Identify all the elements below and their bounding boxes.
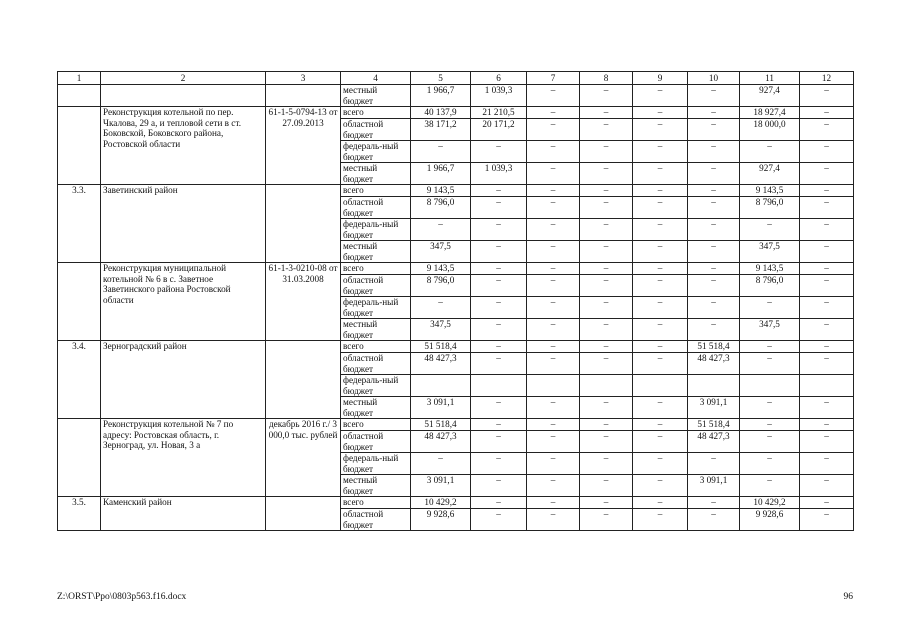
- value-cell: –: [471, 497, 527, 509]
- value-cell: 9 143,5: [740, 185, 800, 197]
- value-cell: –: [688, 275, 740, 297]
- value-cell: –: [633, 397, 688, 419]
- value-cell: 347,5: [411, 241, 471, 263]
- value-cell: –: [740, 397, 800, 419]
- value-cell: –: [580, 185, 633, 197]
- value-cell: –: [471, 141, 527, 163]
- value-cell: –: [580, 497, 633, 509]
- value-cell: 8 796,0: [740, 197, 800, 219]
- value-cell: –: [527, 163, 580, 185]
- value-cell: 18 927,4: [740, 107, 800, 119]
- funding-source-cell: местный бюджет: [341, 397, 411, 419]
- value-cell: –: [471, 197, 527, 219]
- value-cell: –: [633, 263, 688, 275]
- item-number-cell: 3.4.: [58, 341, 101, 419]
- value-cell: –: [411, 219, 471, 241]
- value-cell: [633, 375, 688, 397]
- value-cell: –: [633, 141, 688, 163]
- value-cell: 9 928,6: [740, 509, 800, 531]
- value-cell: 347,5: [411, 319, 471, 341]
- value-cell: –: [580, 475, 633, 497]
- value-cell: –: [633, 85, 688, 107]
- value-cell: –: [527, 197, 580, 219]
- value-cell: [740, 375, 800, 397]
- value-cell: –: [740, 353, 800, 375]
- column-header: 11: [740, 72, 800, 85]
- value-cell: –: [633, 163, 688, 185]
- value-cell: 9 143,5: [411, 263, 471, 275]
- value-cell: –: [688, 497, 740, 509]
- funding-source-cell: областной бюджет: [341, 431, 411, 453]
- value-cell: –: [740, 453, 800, 475]
- value-cell: –: [471, 431, 527, 453]
- value-cell: 51 518,4: [688, 419, 740, 431]
- value-cell: –: [633, 185, 688, 197]
- value-cell: –: [580, 163, 633, 185]
- value-cell: –: [633, 319, 688, 341]
- value-cell: 3 091,1: [688, 397, 740, 419]
- value-cell: –: [800, 107, 854, 119]
- column-header: 12: [800, 72, 854, 85]
- column-header: 10: [688, 72, 740, 85]
- value-cell: –: [633, 107, 688, 119]
- value-cell: –: [580, 353, 633, 375]
- value-cell: –: [688, 241, 740, 263]
- value-cell: –: [471, 353, 527, 375]
- value-cell: –: [580, 119, 633, 141]
- value-cell: –: [688, 509, 740, 531]
- value-cell: –: [527, 241, 580, 263]
- column-header: 8: [580, 72, 633, 85]
- funding-source-cell: областной бюджет: [341, 275, 411, 297]
- funding-source-cell: областной бюджет: [341, 197, 411, 219]
- column-header: 3: [266, 72, 341, 85]
- value-cell: 18 000,0: [740, 119, 800, 141]
- value-cell: 20 171,2: [471, 119, 527, 141]
- item-number-cell: [58, 419, 101, 497]
- value-cell: –: [633, 341, 688, 353]
- value-cell: –: [688, 319, 740, 341]
- value-cell: –: [411, 453, 471, 475]
- value-cell: –: [471, 275, 527, 297]
- value-cell: –: [527, 119, 580, 141]
- value-cell: –: [740, 419, 800, 431]
- value-cell: –: [740, 341, 800, 353]
- value-cell: 51 518,4: [411, 419, 471, 431]
- value-cell: [471, 375, 527, 397]
- value-cell: –: [800, 185, 854, 197]
- funding-source-cell: местный бюджет: [341, 475, 411, 497]
- funding-source-cell: федераль-ный бюджет: [341, 141, 411, 163]
- value-cell: –: [633, 497, 688, 509]
- value-cell: –: [688, 185, 740, 197]
- value-cell: –: [527, 219, 580, 241]
- value-cell: –: [633, 509, 688, 531]
- funding-source-cell: всего: [341, 263, 411, 275]
- item-number-cell: [58, 107, 101, 185]
- item-name-cell: Каменский район: [101, 497, 266, 531]
- item-name-cell: [101, 85, 266, 107]
- value-cell: 51 518,4: [688, 341, 740, 353]
- funding-source-cell: федераль-ный бюджет: [341, 375, 411, 397]
- value-cell: 8 796,0: [411, 275, 471, 297]
- value-cell: 21 210,5: [471, 107, 527, 119]
- column-header: 6: [471, 72, 527, 85]
- value-cell: 1 039,3: [471, 85, 527, 107]
- value-cell: –: [688, 141, 740, 163]
- value-cell: –: [580, 241, 633, 263]
- value-cell: –: [800, 119, 854, 141]
- value-cell: 9 143,5: [740, 263, 800, 275]
- document-cell: [266, 341, 341, 419]
- value-cell: –: [580, 397, 633, 419]
- value-cell: –: [633, 219, 688, 241]
- value-cell: –: [471, 319, 527, 341]
- value-cell: –: [580, 263, 633, 275]
- funding-source-cell: местный бюджет: [341, 85, 411, 107]
- value-cell: 3 091,1: [411, 475, 471, 497]
- value-cell: –: [633, 353, 688, 375]
- value-cell: –: [471, 341, 527, 353]
- item-number-cell: 3.5.: [58, 497, 101, 531]
- value-cell: –: [527, 297, 580, 319]
- value-cell: 347,5: [740, 319, 800, 341]
- value-cell: –: [527, 107, 580, 119]
- value-cell: –: [580, 107, 633, 119]
- value-cell: –: [527, 319, 580, 341]
- value-cell: –: [800, 397, 854, 419]
- value-cell: 48 427,3: [411, 353, 471, 375]
- item-name-cell: Зерноградский район: [101, 341, 266, 419]
- value-cell: –: [688, 263, 740, 275]
- value-cell: –: [471, 297, 527, 319]
- value-cell: 1 039,3: [471, 163, 527, 185]
- value-cell: –: [800, 197, 854, 219]
- value-cell: –: [800, 353, 854, 375]
- value-cell: 10 429,2: [740, 497, 800, 509]
- funding-source-cell: всего: [341, 107, 411, 119]
- value-cell: –: [800, 141, 854, 163]
- document-cell: 61-1-5-0794-13 от 27.09.2013: [266, 107, 341, 185]
- value-cell: –: [740, 219, 800, 241]
- value-cell: –: [633, 475, 688, 497]
- footer-file-path: Z:\ORST\Ppo\0803p563.f16.docx: [57, 592, 187, 602]
- value-cell: –: [800, 431, 854, 453]
- column-header: 4: [341, 72, 411, 85]
- value-cell: –: [633, 241, 688, 263]
- value-cell: –: [633, 119, 688, 141]
- value-cell: –: [527, 419, 580, 431]
- item-number-cell: [58, 85, 101, 107]
- funding-source-cell: местный бюджет: [341, 241, 411, 263]
- value-cell: –: [580, 431, 633, 453]
- document-cell: 61-1-3-0210-08 от 31.03.2008: [266, 263, 341, 341]
- table-row: [58, 497, 854, 509]
- value-cell: 10 429,2: [411, 497, 471, 509]
- value-cell: 8 796,0: [411, 197, 471, 219]
- value-cell: –: [740, 297, 800, 319]
- funding-source-cell: федераль-ный бюджет: [341, 297, 411, 319]
- table-row: [58, 341, 854, 353]
- value-cell: –: [800, 509, 854, 531]
- value-cell: –: [800, 419, 854, 431]
- value-cell: –: [688, 163, 740, 185]
- funding-source-cell: федераль-ный бюджет: [341, 453, 411, 475]
- value-cell: –: [471, 509, 527, 531]
- funding-source-cell: всего: [341, 341, 411, 353]
- value-cell: –: [471, 219, 527, 241]
- value-cell: –: [580, 141, 633, 163]
- value-cell: –: [688, 119, 740, 141]
- value-cell: –: [800, 275, 854, 297]
- value-cell: –: [688, 297, 740, 319]
- value-cell: 48 427,3: [688, 431, 740, 453]
- value-cell: –: [527, 141, 580, 163]
- value-cell: –: [688, 85, 740, 107]
- value-cell: –: [800, 241, 854, 263]
- value-cell: [580, 375, 633, 397]
- value-cell: 38 171,2: [411, 119, 471, 141]
- value-cell: –: [527, 453, 580, 475]
- value-cell: –: [527, 509, 580, 531]
- value-cell: –: [633, 453, 688, 475]
- value-cell: 1 966,7: [411, 85, 471, 107]
- value-cell: –: [740, 475, 800, 497]
- value-cell: 347,5: [740, 241, 800, 263]
- value-cell: –: [740, 141, 800, 163]
- value-cell: –: [527, 397, 580, 419]
- value-cell: –: [527, 431, 580, 453]
- value-cell: –: [633, 297, 688, 319]
- column-header: 2: [101, 72, 266, 85]
- column-header: 9: [633, 72, 688, 85]
- value-cell: –: [800, 263, 854, 275]
- value-cell: –: [580, 275, 633, 297]
- value-cell: –: [800, 319, 854, 341]
- value-cell: –: [527, 263, 580, 275]
- value-cell: –: [527, 475, 580, 497]
- value-cell: –: [580, 341, 633, 353]
- value-cell: –: [580, 297, 633, 319]
- value-cell: –: [580, 219, 633, 241]
- value-cell: –: [527, 341, 580, 353]
- value-cell: [411, 375, 471, 397]
- table-row: [58, 85, 854, 107]
- value-cell: –: [471, 397, 527, 419]
- table-body: [58, 72, 854, 531]
- value-cell: –: [471, 185, 527, 197]
- value-cell: –: [633, 275, 688, 297]
- funding-source-cell: местный бюджет: [341, 163, 411, 185]
- funding-source-cell: всего: [341, 497, 411, 509]
- funding-source-cell: местный бюджет: [341, 319, 411, 341]
- column-header-row: [58, 72, 854, 85]
- value-cell: –: [580, 419, 633, 431]
- column-header: 7: [527, 72, 580, 85]
- funding-source-cell: областной бюджет: [341, 119, 411, 141]
- document-cell: декабрь 2016 г./ 3 000,0 тыс. рублей: [266, 419, 341, 497]
- value-cell: –: [800, 341, 854, 353]
- document-cell: [266, 185, 341, 263]
- value-cell: 927,4: [740, 85, 800, 107]
- value-cell: –: [800, 85, 854, 107]
- value-cell: –: [411, 141, 471, 163]
- item-number-cell: 3.3.: [58, 185, 101, 263]
- value-cell: –: [471, 263, 527, 275]
- funding-source-cell: областной бюджет: [341, 509, 411, 531]
- value-cell: [527, 375, 580, 397]
- value-cell: 3 091,1: [688, 475, 740, 497]
- page-number: 96: [843, 592, 853, 602]
- value-cell: –: [800, 475, 854, 497]
- value-cell: –: [688, 107, 740, 119]
- value-cell: –: [527, 497, 580, 509]
- item-name-cell: Реконструкция котельной по пер. Чкалова, 29 а, и тепловой сети в ст. Боковской, Боковского района, Ростовской области: [101, 107, 266, 185]
- value-cell: 927,4: [740, 163, 800, 185]
- value-cell: –: [800, 163, 854, 185]
- value-cell: –: [580, 85, 633, 107]
- value-cell: 1 966,7: [411, 163, 471, 185]
- table-row: [58, 107, 854, 119]
- item-number-cell: [58, 263, 101, 341]
- document-cell: [266, 497, 341, 531]
- value-cell: 48 427,3: [688, 353, 740, 375]
- table-row: [58, 263, 854, 275]
- budget-table: [57, 71, 854, 531]
- column-header: 1: [58, 72, 101, 85]
- value-cell: –: [471, 475, 527, 497]
- funding-source-cell: федераль-ный бюджет: [341, 219, 411, 241]
- funding-source-cell: всего: [341, 419, 411, 431]
- value-cell: –: [633, 197, 688, 219]
- value-cell: –: [633, 419, 688, 431]
- value-cell: [688, 375, 740, 397]
- item-name-cell: Реконструкция котельной № 7 по адресу: Ростовская область, г. Зерноград, ул. Новая, 3 а: [101, 419, 266, 497]
- value-cell: –: [688, 197, 740, 219]
- item-name-cell: Реконструкция муниципальной котельной № 6 в с. Заветное Заветинского района Ростовской области: [101, 263, 266, 341]
- value-cell: –: [688, 453, 740, 475]
- value-cell: 48 427,3: [411, 431, 471, 453]
- value-cell: –: [633, 431, 688, 453]
- funding-source-cell: всего: [341, 185, 411, 197]
- value-cell: –: [800, 219, 854, 241]
- value-cell: –: [580, 453, 633, 475]
- value-cell: –: [800, 497, 854, 509]
- value-cell: 9 143,5: [411, 185, 471, 197]
- value-cell: –: [580, 319, 633, 341]
- value-cell: –: [471, 453, 527, 475]
- value-cell: –: [527, 185, 580, 197]
- table-row: [58, 185, 854, 197]
- value-cell: –: [580, 509, 633, 531]
- column-header: 5: [411, 72, 471, 85]
- value-cell: –: [527, 353, 580, 375]
- value-cell: 3 091,1: [411, 397, 471, 419]
- value-cell: –: [471, 241, 527, 263]
- value-cell: –: [800, 297, 854, 319]
- value-cell: [800, 375, 854, 397]
- item-name-cell: Заветинский район: [101, 185, 266, 263]
- funding-source-cell: областной бюджет: [341, 353, 411, 375]
- value-cell: –: [411, 297, 471, 319]
- document-cell: [266, 85, 341, 107]
- value-cell: 40 137,9: [411, 107, 471, 119]
- value-cell: –: [740, 431, 800, 453]
- value-cell: 8 796,0: [740, 275, 800, 297]
- value-cell: –: [527, 85, 580, 107]
- value-cell: –: [580, 197, 633, 219]
- value-cell: –: [800, 453, 854, 475]
- value-cell: –: [527, 275, 580, 297]
- value-cell: –: [471, 419, 527, 431]
- value-cell: –: [688, 219, 740, 241]
- value-cell: 9 928,6: [411, 509, 471, 531]
- value-cell: 51 518,4: [411, 341, 471, 353]
- table-row: [58, 419, 854, 431]
